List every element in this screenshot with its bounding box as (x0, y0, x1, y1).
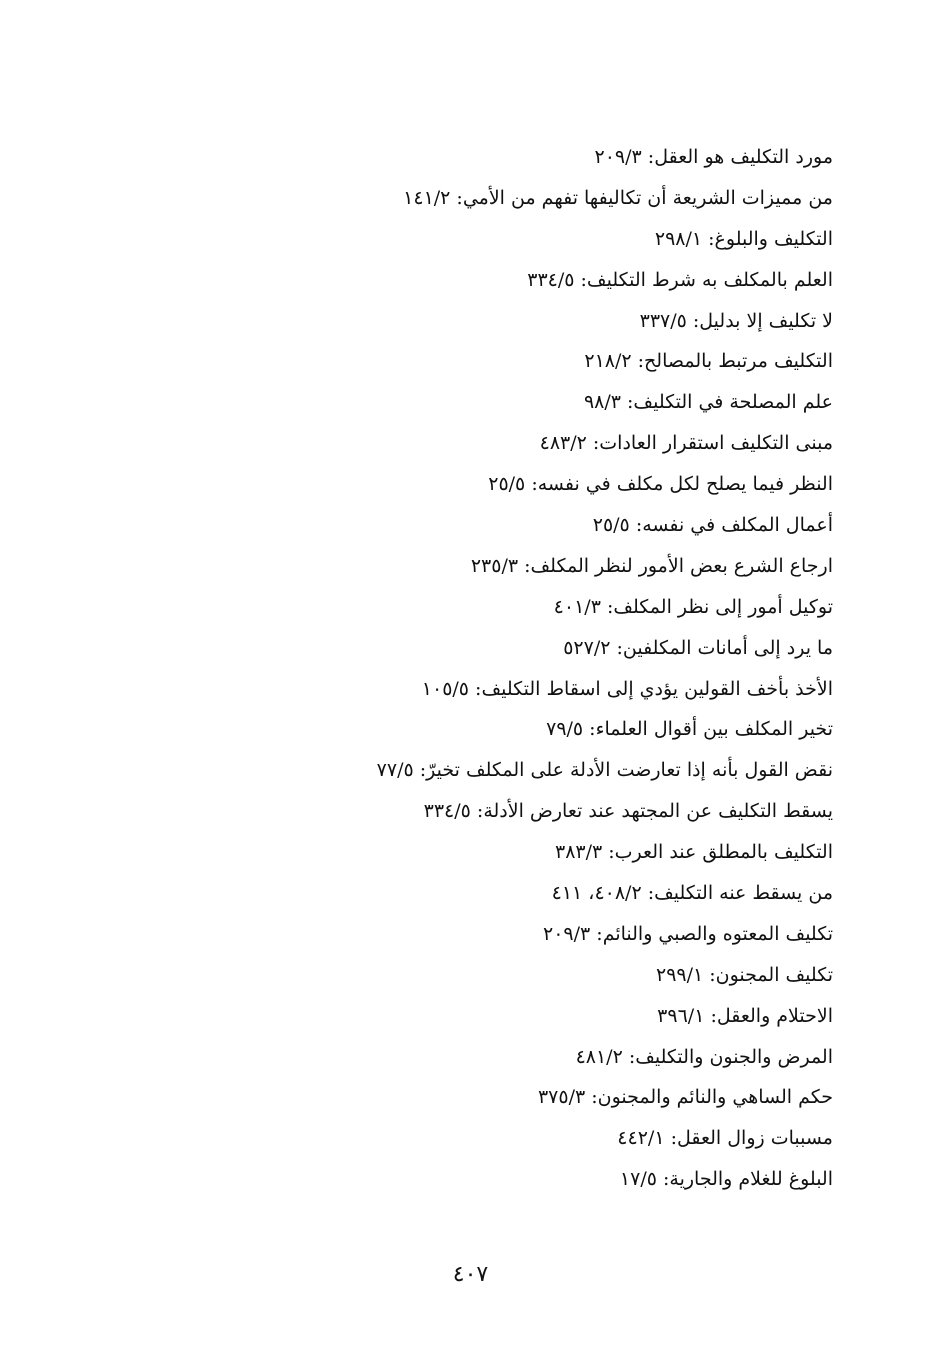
index-entry: من مميزات الشريعة أن تكاليفها تفهم من الأمي: ١٤١/٢ (403, 186, 833, 209)
index-entry: التكليف بالمطلق عند العرب: ٣٨٣/٣ (555, 841, 833, 864)
index-entry: تكليف المعتوه والصبي والنائم: ٢٠٩/٣ (543, 922, 833, 945)
index-entries (113, 137, 833, 1200)
index-entry: الاحتلام والعقل: ٣٩٦/١ (657, 1004, 833, 1027)
index-entry: الأخذ بأخف القولين يؤدي إلى اسقاط التكليف: ١٠٥/٥ (421, 677, 833, 700)
index-entry: التكليف والبلوغ: ٢٩٨/١ (654, 227, 833, 250)
index-entry: تكليف المجنون: ٢٩٩/١ (655, 963, 833, 986)
index-entry: لا تكليف إلا بدليل: ٣٣٧/٥ (639, 309, 833, 332)
index-entry: علم المصلحة في التكليف: ٩٨/٣ (583, 391, 833, 414)
index-entry: ارجاع الشرع بعض الأمور لنظر المكلف: ٢٣٥/٣ (470, 554, 833, 577)
index-entry: نقض القول بأنه إذا تعارضت الأدلة على المكلف تخيرّ: ٧٧/٥ (376, 759, 833, 782)
page-number: ٤٠٧ (452, 1262, 489, 1287)
index-entry: يسقط التكليف عن المجتهد عند تعارض الأدلة: ٣٣٤/٥ (423, 800, 833, 823)
index-entry: حكم الساهي والنائم والمجنون: ٣٧٥/٣ (537, 1086, 833, 1109)
index-entry: البلوغ للغلام والجارية: ١٧/٥ (619, 1168, 833, 1191)
index-entry: مسببات زوال العقل: ٤٤٢/١ (617, 1127, 833, 1150)
index-entry: ما يرد إلى أمانات المكلفين: ٥٢٧/٢ (563, 636, 833, 659)
index-entry: النظر فيما يصلح لكل مكلف في نفسه: ٢٥/٥ (488, 473, 833, 496)
index-entry: العلم بالمكلف به شرط التكليف: ٣٣٤/٥ (527, 268, 833, 291)
index-entry: من يسقط عنه التكليف: ٤٠٨/٢، ٤١١ (551, 882, 833, 905)
index-entry: أعمال المكلف في نفسه: ٢٥/٥ (592, 514, 833, 537)
index-entry: تخير المكلف بين أقوال العلماء: ٧٩/٥ (546, 718, 833, 741)
index-entry: المرض والجنون والتكليف: ٤٨١/٢ (575, 1045, 833, 1068)
index-entry: مبنى التكليف استقرار العادات: ٤٨٣/٢ (539, 432, 833, 455)
index-entry: توكيل أمور إلى نظر المكلف: ٤٠١/٣ (553, 595, 833, 618)
index-entry: مورد التكليف هو العقل: ٢٠٩/٣ (594, 146, 833, 168)
index-entry: التكليف مرتبط بالمصالح: ٢١٨/٢ (584, 350, 833, 373)
